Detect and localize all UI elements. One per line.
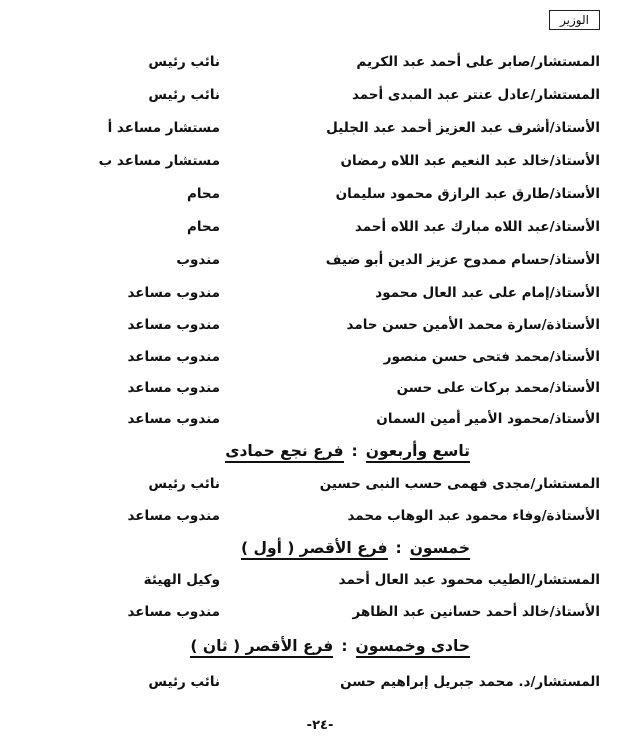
person-title: نائب رئيس	[148, 54, 220, 70]
person-name: الأستاذ/محمد بركات على حسن	[396, 380, 600, 396]
list-item	[40, 116, 600, 140]
section-branch: فرع نجع حمادى	[225, 442, 343, 463]
person-name: المستشار/د. محمد جبريل إبراهيم حسن	[340, 674, 600, 690]
person-name: الأستاذ/عبد اللاه مبارك عبد اللاه أحمد	[354, 219, 600, 235]
list-item	[40, 149, 600, 173]
person-title: محام	[186, 219, 220, 235]
header-label-box	[549, 10, 600, 30]
list-item	[40, 313, 600, 337]
person-title: مستشار مساعد أ	[107, 120, 220, 136]
person-title: مندوب مساعد	[127, 411, 220, 427]
person-title: مستشار مساعد ب	[98, 153, 220, 169]
list-item	[40, 376, 600, 400]
list-item	[40, 568, 600, 592]
person-title: نائب رئيس	[148, 674, 220, 690]
person-name: المستشار/عادل عنتر عبد المبدى أحمد	[351, 87, 600, 103]
list-item	[40, 83, 600, 107]
person-name: الأستاذة/وفاء محمود عبد الوهاب محمد	[347, 508, 600, 524]
list-item	[40, 345, 600, 369]
person-title: مندوب	[176, 252, 220, 268]
person-title: وكيل الهيئة	[143, 572, 220, 588]
section-ordinal: خمسون	[410, 539, 470, 560]
person-title: مندوب مساعد	[127, 349, 220, 365]
person-name: الأستاذ/حسام ممدوح عزيز الدين أبو ضيف	[325, 252, 600, 268]
person-name: المستشار/صابر على أحمد عبد الكريم	[356, 54, 600, 70]
person-name: الأستاذ/محمد فتحى حسن منصور	[383, 349, 600, 365]
section-heading: تاسع وأربعون:فرع نجع حمادى	[225, 438, 470, 464]
list-item	[40, 248, 600, 272]
person-title: مندوب مساعد	[127, 380, 220, 396]
list-item	[40, 215, 600, 239]
person-title: نائب رئيس	[148, 87, 220, 103]
person-title: مندوب مساعد	[127, 604, 220, 620]
list-item	[40, 407, 600, 431]
person-title: محام	[186, 186, 220, 202]
person-name: الأستاذ/خالد أحمد حسانين عبد الظاهر	[352, 604, 600, 620]
list-item	[40, 182, 600, 206]
list-item	[40, 50, 600, 74]
header-label: الوزير	[560, 13, 589, 27]
list-item	[40, 600, 600, 624]
list-item	[40, 281, 600, 305]
person-title: نائب رئيس	[148, 476, 220, 492]
section-branch: فرع الأقصر ( ثان )	[190, 637, 333, 658]
person-name: الأستاذ/طارق عبد الرازق محمود سليمان	[335, 186, 600, 202]
section-ordinal: تاسع وأربعون	[366, 442, 470, 463]
list-item	[40, 504, 600, 528]
section-heading: حادى وخمسون:فرع الأقصر ( ثان )	[190, 633, 470, 659]
page-number: -٢٤-	[306, 718, 334, 733]
person-name: الأستاذ/أشرف عبد العزيز أحمد عبد الجليل	[326, 120, 600, 136]
person-title: مندوب مساعد	[127, 508, 220, 524]
person-name: الأستاذ/خالد عبد النعيم عبد اللاه رمضان	[340, 153, 600, 169]
section-ordinal: حادى وخمسون	[356, 637, 470, 658]
person-name: المستشار/الطيب محمود عبد العال أحمد	[338, 572, 600, 588]
person-name: المستشار/مجدى فهمى حسب النبى حسين	[319, 476, 600, 492]
list-item	[40, 472, 600, 496]
section-heading: خمسون:فرع الأقصر ( أول )	[241, 535, 470, 561]
person-name: الأستاذة/سارة محمد الأمين حسن حامد	[346, 317, 600, 333]
list-item	[40, 670, 600, 694]
person-title: مندوب مساعد	[127, 285, 220, 301]
person-title: مندوب مساعد	[127, 317, 220, 333]
person-name: الأستاذ/إمام على عبد العال محمود	[375, 285, 600, 301]
section-branch: فرع الأقصر ( أول )	[241, 539, 387, 560]
person-name: الأستاذ/محمود الأمير أمين السمان	[376, 411, 600, 427]
